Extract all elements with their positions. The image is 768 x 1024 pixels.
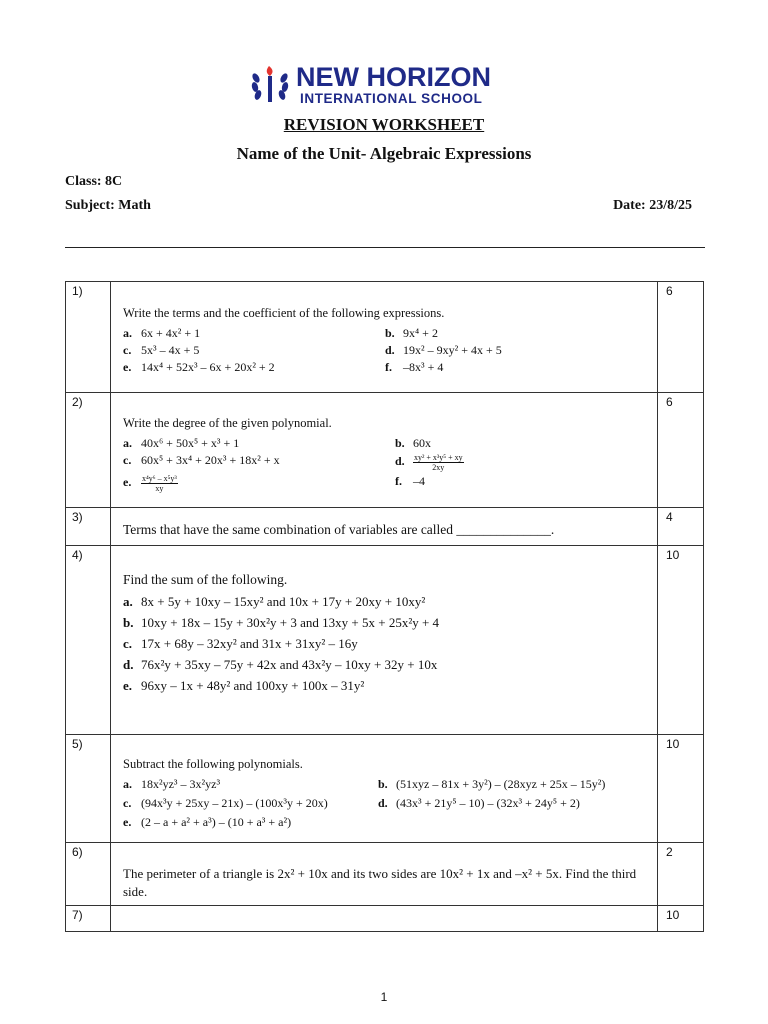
list-item: b. 9x⁴ + 2 bbox=[385, 326, 438, 340]
question-number: 1) bbox=[66, 282, 111, 393]
question-row bbox=[66, 546, 704, 735]
question-marks: 10 bbox=[658, 735, 704, 843]
header-divider bbox=[65, 247, 705, 248]
fraction: $\frac{\text{x⁴y⁶ – x⁵y³}}{xy}$ bbox=[142, 474, 177, 493]
list-item: e. 96xy – 1x + 48y² and 100xy + 100x – 31y² bbox=[123, 678, 365, 693]
date-label: Date: 23/8/25 bbox=[613, 198, 692, 213]
question-row bbox=[66, 393, 704, 508]
unit-name: Name of the Unit- Algebraic Expressions bbox=[236, 144, 532, 163]
expression-list bbox=[123, 777, 651, 830]
question-row bbox=[66, 906, 704, 932]
fraction: $\frac{\text{xy² + x³y⁵ + xy}}{2xy}$ bbox=[414, 453, 463, 472]
question-text: The perimeter of a triangle is 2x² + 10x and its two sides are 10x² + 1x and –x² + 5x. Find the third side. bbox=[123, 866, 637, 899]
list-item: b. (51xyz – 81x + 3y²) – (28xyz + 25x – 15y²) bbox=[378, 777, 606, 791]
question-instruction: Subtract the following polynomials. bbox=[123, 757, 303, 771]
class-label: Class: 8C bbox=[65, 174, 123, 189]
question-marks: 6 bbox=[658, 282, 704, 393]
worksheet-title: REVISION WORKSHEET bbox=[283, 115, 485, 134]
list-item: d. 19x² – 9xy² + 4x + 5 bbox=[385, 343, 502, 357]
question-row bbox=[66, 508, 704, 546]
school-logo bbox=[248, 62, 520, 108]
question-marks: 6 bbox=[658, 393, 704, 508]
school-name: NEW HORIZON bbox=[296, 62, 491, 92]
list-item: a. 40x⁶ + 50x⁵ + x³ + 1 bbox=[123, 436, 240, 450]
question-row bbox=[66, 843, 704, 906]
list-item: d. (43x³ + 21y⁵ – 10) – (32x³ + 24y⁵ + 2) bbox=[378, 796, 580, 810]
list-item: c. (94x³y + 25xy – 21x) – (100x³y + 20x) bbox=[123, 796, 328, 810]
question-content bbox=[111, 508, 658, 546]
page-number: 1 bbox=[380, 990, 388, 1004]
question-content bbox=[111, 843, 658, 906]
question-text: Terms that have the same combination of variables are called ______________. bbox=[123, 522, 555, 537]
list-item: c. 60x⁵ + 3x⁴ + 20x³ + 18x² + x bbox=[123, 453, 280, 467]
list-item: c. 5x³ – 4x + 5 bbox=[123, 343, 200, 357]
question-number: 7) bbox=[66, 906, 111, 932]
list-item: e. (2 – a + a² + a³) – (10 + a³ + a²) bbox=[123, 815, 292, 829]
question-number: 5) bbox=[66, 735, 111, 843]
list-item: e. $\frac{\text{x⁴y⁶ – x⁵y³}}{xy}$ bbox=[123, 474, 177, 493]
question-content bbox=[111, 735, 658, 843]
expression-list bbox=[123, 594, 651, 694]
list-item: a. 8x + 5y + 10xy – 15xy² and 10x + 17y + 20xy + 10xy² bbox=[123, 594, 426, 609]
question-content bbox=[111, 393, 658, 508]
question-row bbox=[66, 282, 704, 393]
question-number: 4) bbox=[66, 546, 111, 735]
question-instruction: Write the degree of the given polynomial. bbox=[123, 416, 332, 430]
question-number: 2) bbox=[66, 393, 111, 508]
question-instruction: Write the terms and the coefficient of the following expressions. bbox=[123, 306, 445, 320]
school-subtitle: INTERNATIONAL SCHOOL bbox=[300, 91, 483, 106]
list-item: d. 76x²y + 35xy – 75y + 42x and 43x²y – 10xy + 32y + 10x bbox=[123, 657, 438, 672]
question-row bbox=[66, 735, 704, 843]
question-content bbox=[111, 282, 658, 393]
list-item: c. 17x + 68y – 32xy² and 31x + 31xy² – 16y bbox=[123, 636, 358, 651]
question-instruction: Find the sum of the following. bbox=[123, 572, 288, 587]
question-content bbox=[111, 546, 658, 735]
question-marks: 4 bbox=[658, 508, 704, 546]
questions-table bbox=[65, 281, 704, 932]
expression-list bbox=[123, 326, 651, 375]
subject-label: Subject: Math bbox=[65, 198, 151, 213]
list-item: d. $\frac{\text{xy² + x³y⁵ + xy}}{2xy}$ bbox=[395, 453, 463, 472]
list-item: f. –8x³ + 4 bbox=[385, 360, 444, 374]
list-item: b. 60x bbox=[395, 436, 431, 450]
question-marks: 2 bbox=[658, 843, 704, 906]
list-item: a. 6x + 4x² + 1 bbox=[123, 326, 201, 340]
question-number: 6) bbox=[66, 843, 111, 906]
list-item: b. 10xy + 18x – 15y + 30x²y + 3 and 13xy + 5x + 25x²y + 4 bbox=[123, 615, 440, 630]
list-item: e. 14x⁴ + 52x³ – 6x + 20x² + 2 bbox=[123, 360, 275, 374]
list-item: f. –4 bbox=[395, 474, 425, 488]
question-marks: 10 bbox=[658, 546, 704, 735]
question-marks: 10 bbox=[658, 906, 704, 932]
question-content bbox=[111, 906, 658, 932]
question-number: 3) bbox=[66, 508, 111, 546]
laurel-torch-icon bbox=[248, 62, 292, 106]
list-item: a. 18x²yz³ – 3x²yz³ bbox=[123, 777, 221, 791]
expression-list bbox=[123, 436, 651, 493]
